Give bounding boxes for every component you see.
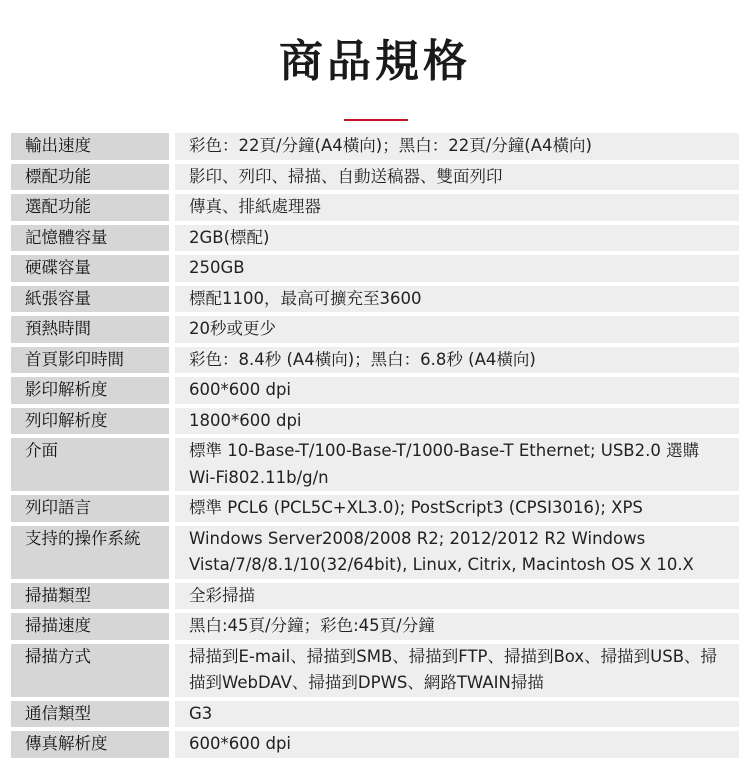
spec-row [11, 613, 739, 640]
spec-value: 20秒或更少 [175, 316, 739, 343]
spec-label: 掃描速度 [11, 613, 169, 640]
spec-value: 彩色：22頁/分鐘(A4橫向)；黑白：22頁/分鐘(A4橫向) [175, 133, 739, 160]
spec-row [11, 225, 739, 252]
spec-row [11, 286, 739, 313]
spec-table [11, 129, 739, 762]
spec-value: 彩色：8.4秒 (A4橫向)；黑白：6.8秒 (A4橫向) [175, 347, 739, 374]
title-underline [344, 119, 408, 121]
spec-value: 2GB(標配) [175, 225, 739, 252]
spec-value: 600*600 dpi [175, 377, 739, 404]
spec-value: 標準 10-Base-T/100-Base-T/1000-Base-T Ethernet; USB2.0 選購 Wi-Fi802.11b/g/n [175, 438, 739, 491]
spec-row [11, 408, 739, 435]
spec-value: 影印、列印、掃描、自動送稿器、雙面列印 [175, 164, 739, 191]
spec-row [11, 194, 739, 221]
spec-value: G3 [175, 701, 739, 728]
spec-label: 列印解析度 [11, 408, 169, 435]
spec-value: 全彩掃描 [175, 583, 739, 610]
spec-row [11, 438, 739, 491]
spec-row [11, 316, 739, 343]
spec-label: 預熱時間 [11, 316, 169, 343]
spec-value: 標配1100，最高可擴充至3600 [175, 286, 739, 313]
spec-value: 1800*600 dpi [175, 408, 739, 435]
spec-label: 掃描方式 [11, 644, 169, 697]
spec-row [11, 644, 739, 697]
spec-value: 標準 PCL6 (PCL5C+XL3.0); PostScript3 (CPSI3016); XPS [175, 495, 739, 522]
spec-label: 通信類型 [11, 701, 169, 728]
spec-row [11, 731, 739, 758]
spec-label: 影印解析度 [11, 377, 169, 404]
spec-label: 支持的操作系統 [11, 526, 169, 579]
spec-row [11, 347, 739, 374]
spec-value: 傳真、排紙處理器 [175, 194, 739, 221]
spec-label: 硬碟容量 [11, 255, 169, 282]
spec-row [11, 133, 739, 160]
spec-row [11, 377, 739, 404]
spec-label: 傳真解析度 [11, 731, 169, 758]
spec-label: 介面 [11, 438, 169, 491]
spec-label: 掃描類型 [11, 583, 169, 610]
spec-row [11, 526, 739, 579]
spec-value: 黑白:45頁/分鐘；彩色:45頁/分鐘 [175, 613, 739, 640]
spec-label: 標配功能 [11, 164, 169, 191]
spec-label: 輸出速度 [11, 133, 169, 160]
spec-row [11, 495, 739, 522]
spec-label: 記憶體容量 [11, 225, 169, 252]
spec-value: 掃描到E-mail、掃描到SMB、掃描到FTP、掃描到Box、掃描到USB、掃描到WebDAV、掃描到DPWS、網路TWAIN掃描 [175, 644, 739, 697]
spec-row [11, 583, 739, 610]
page-title: 商品規格 [279, 36, 471, 87]
spec-label: 列印語言 [11, 495, 169, 522]
spec-label: 紙張容量 [11, 286, 169, 313]
spec-value: 600*600 dpi [175, 731, 739, 758]
spec-row [11, 701, 739, 728]
spec-label: 選配功能 [11, 194, 169, 221]
spec-label: 首頁影印時間 [11, 347, 169, 374]
spec-row [11, 255, 739, 282]
spec-value: Windows Server2008/2008 R2; 2012/2012 R2 Windows Vista/7/8/8.1/10(32/64bit), Linux, Citrix, Macintosh OS X 10.X [175, 526, 739, 579]
spec-value: 250GB [175, 255, 739, 282]
spec-row [11, 164, 739, 191]
